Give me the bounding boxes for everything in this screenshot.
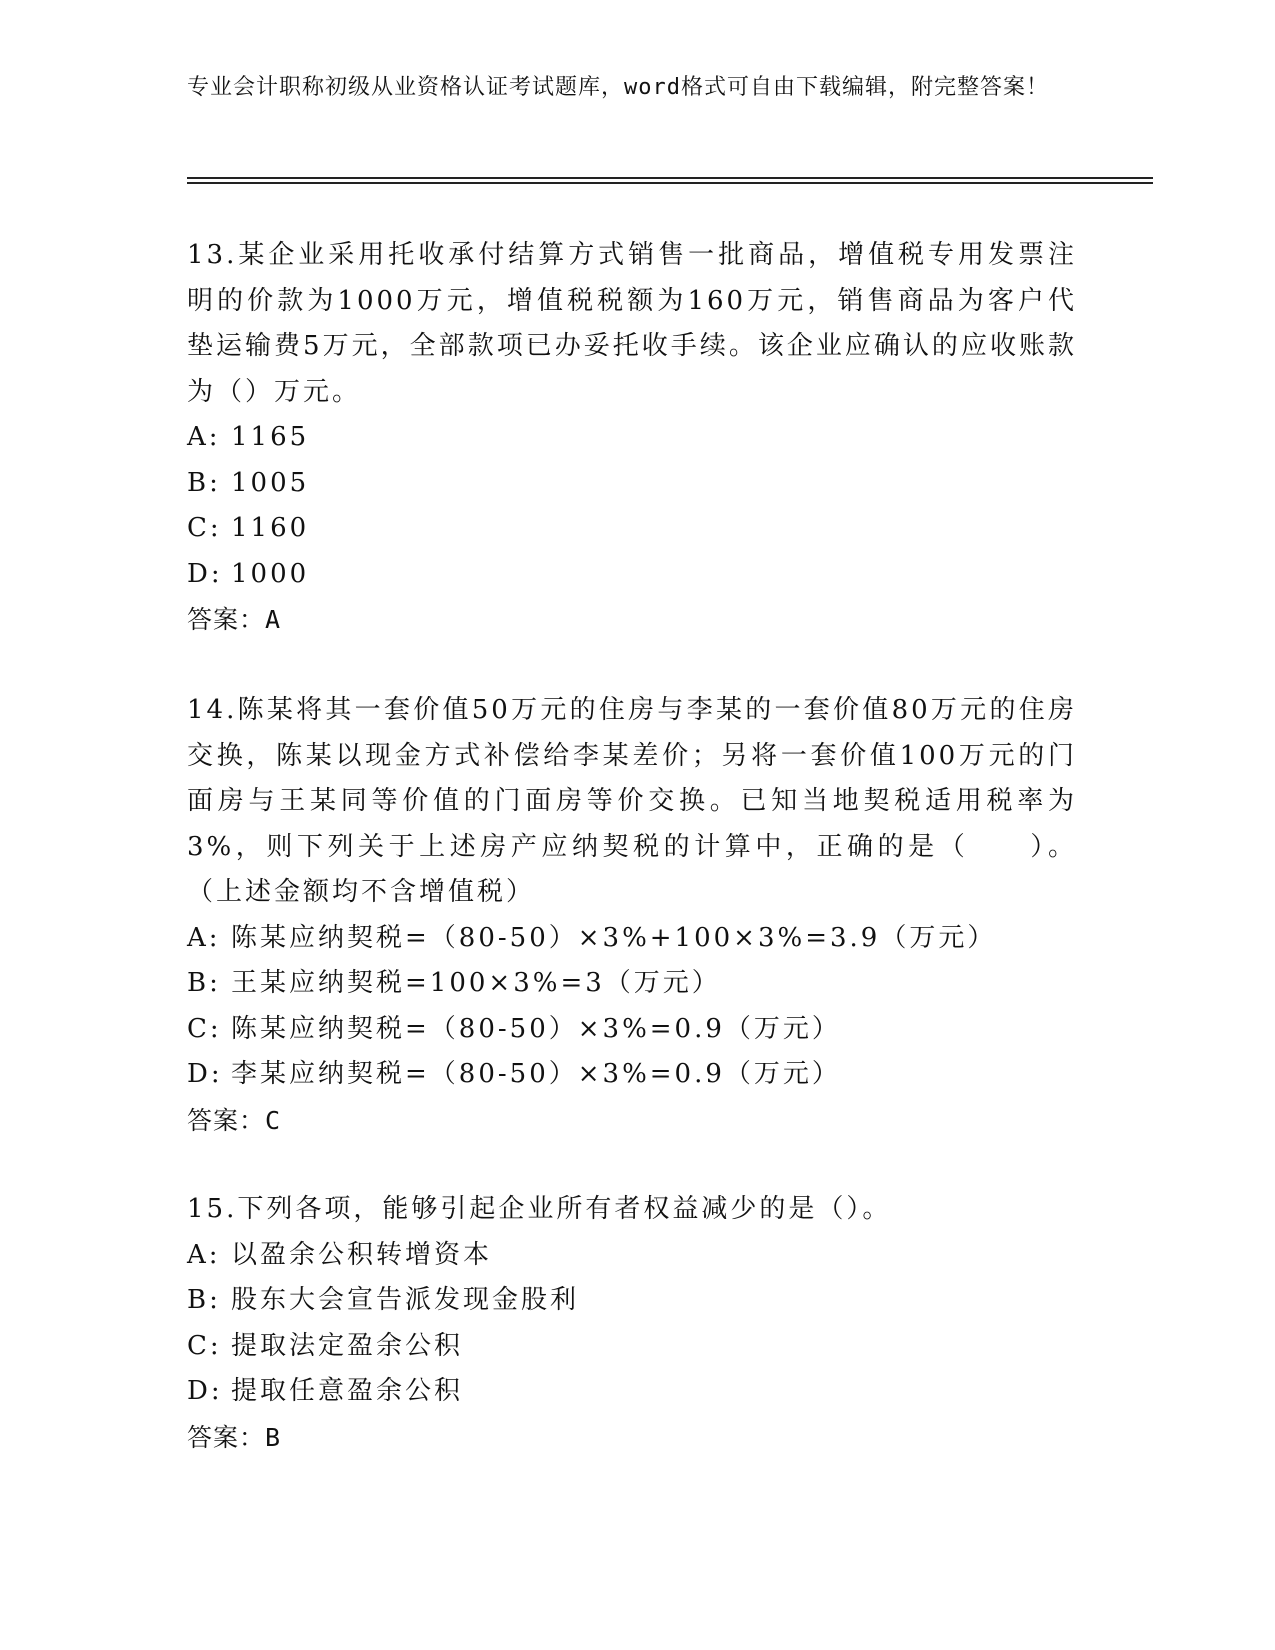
question-block bbox=[187, 688, 1077, 1143]
header-rule-bottom bbox=[187, 182, 1153, 184]
option-text: 1005 bbox=[231, 467, 310, 498]
option-a bbox=[187, 916, 1077, 962]
option-b bbox=[187, 961, 1077, 1007]
option-key: C: bbox=[187, 1013, 222, 1044]
question-stem: 14.陈某将其一套价值50万元的住房与李某的一套价值80万元的住房交换，陈某以现金方式补偿给李某差价；另将一套价值100万元的门面房与王某同等价值的门面房等价交换。已知当地契税适用税率为3%，则下列关于上述房产应纳契税的计算中，正确的是（ ）。（上述金额均不含增值税） bbox=[187, 695, 1077, 907]
option-d bbox=[187, 552, 1077, 598]
option-key: B: bbox=[187, 467, 221, 498]
option-key: A: bbox=[187, 922, 221, 953]
option-c bbox=[187, 1324, 1077, 1370]
option-text: 提取法定盈余公积 bbox=[231, 1330, 464, 1361]
option-key: B: bbox=[187, 1285, 221, 1315]
option-key: A: bbox=[187, 422, 221, 452]
option-a bbox=[187, 415, 1077, 461]
option-b bbox=[187, 461, 1077, 507]
option-key: A: bbox=[187, 1239, 221, 1270]
option-c bbox=[187, 1007, 1077, 1053]
option-text: 以盈余公积转增资本 bbox=[231, 1239, 493, 1270]
option-c bbox=[187, 506, 1077, 552]
option-key: D: bbox=[187, 558, 223, 589]
option-text: 陈某应纳契税=（80-50）×3%+100×3%=3.9（万元） bbox=[231, 922, 997, 953]
question-stem: 13.某企业采用托收承付结算方式销售一批商品，增值税专用发票注明的价款为1000万元，增值税税额为160万元，销售商品为客户代垫运输费5万元，全部款项已办妥托收手续。该企业应确认的应收账款为（）万元。 bbox=[187, 240, 1077, 407]
option-key: D: bbox=[187, 1376, 223, 1406]
option-text: 提取任意盈余公积 bbox=[231, 1376, 464, 1406]
answer-line: 答案：A bbox=[187, 605, 282, 634]
option-d bbox=[187, 1369, 1077, 1415]
option-text: 1165 bbox=[231, 422, 310, 452]
option-key: C: bbox=[187, 513, 222, 543]
option-key: B: bbox=[187, 968, 221, 998]
answer-line: 答案：B bbox=[187, 1422, 282, 1452]
option-key: C: bbox=[187, 1330, 222, 1361]
option-text: 1160 bbox=[231, 513, 310, 543]
option-text: 1000 bbox=[231, 558, 310, 589]
question-block bbox=[187, 1187, 1077, 1460]
option-d bbox=[187, 1052, 1077, 1098]
page-header: 专业会计职称初级从业资格认证考试题库，word格式可自由下载编辑，附完整答案！ bbox=[187, 75, 1049, 100]
option-key: D: bbox=[187, 1059, 223, 1089]
option-text: 股东大会宣告派发现金股利 bbox=[231, 1285, 580, 1315]
option-a bbox=[187, 1233, 1077, 1279]
question-stem: 15.下列各项，能够引起企业所有者权益减少的是（）。 bbox=[187, 1194, 892, 1224]
option-text: 陈某应纳契税=（80-50）×3%=0.9（万元） bbox=[231, 1013, 841, 1044]
option-b bbox=[187, 1278, 1077, 1324]
option-text: 李某应纳契税=（80-50）×3%=0.9（万元） bbox=[231, 1059, 841, 1089]
question-block bbox=[187, 233, 1077, 643]
header-rule-top bbox=[187, 177, 1153, 179]
option-text: 王某应纳契税=100×3%=3（万元） bbox=[231, 968, 721, 998]
answer-line: 答案：C bbox=[187, 1105, 282, 1135]
